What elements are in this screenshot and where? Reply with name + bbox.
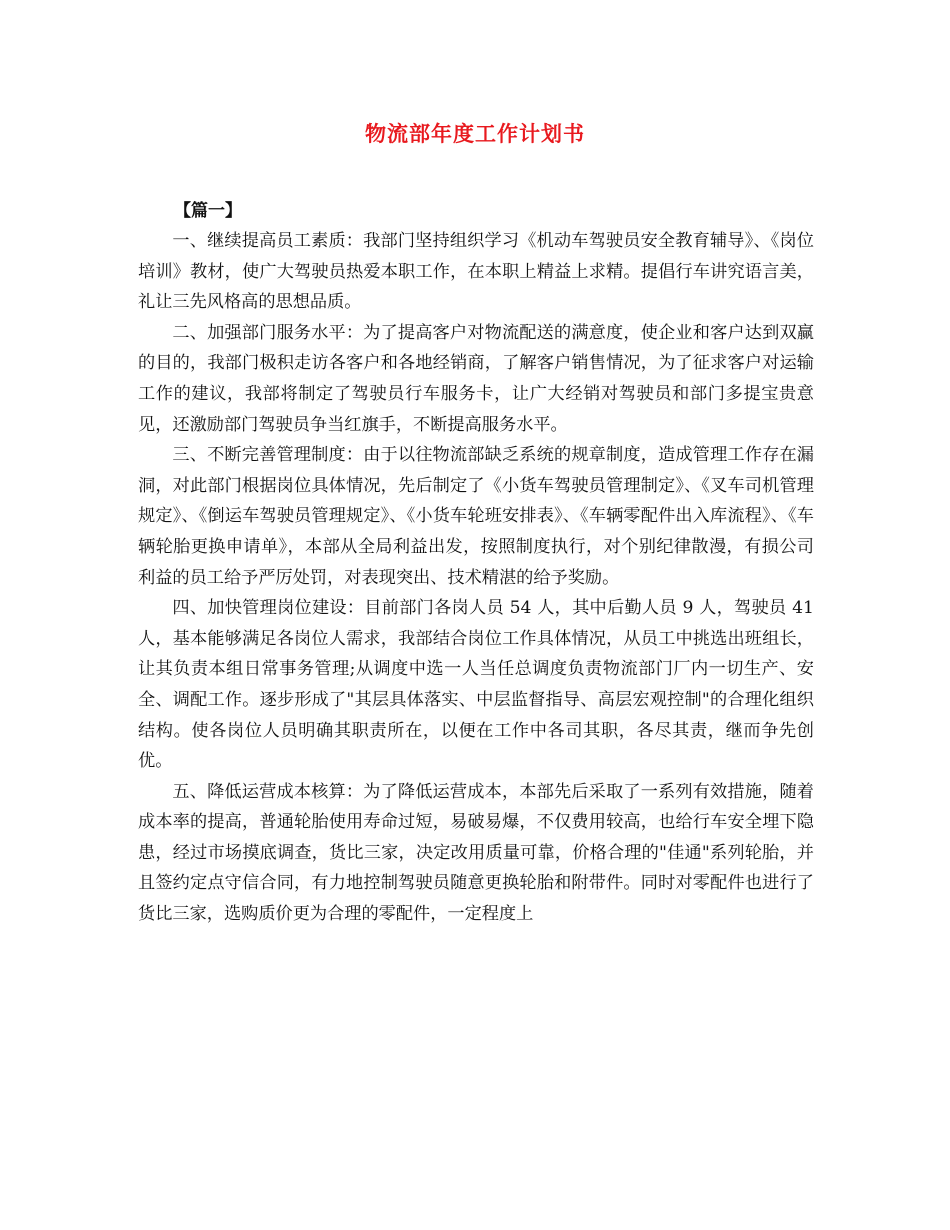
paragraph-3: 三、不断完善管理制度：由于以往物流部缺乏系统的规章制度，造成管理工作存在漏洞，对此部门根据岗位具体情况，先后制定了《小货车驾驶员管理制定》、《叉车司机管理规定》、《倒运车驾驶员管理规定》、《小货车轮班安排表》、《车辆零配件出入库流程》、《车辆轮胎更换申请单》，本部从全局利益出发，按照制度执行，对个别纪律散漫，有损公司利益的员工给予严厉处罚，对表现突出、技术精湛的给予奖励。: [138, 445, 814, 588]
paragraph-4: 四、加快管理岗位建设：目前部门各岗人员 54 人，其中后勤人员 9 人，驾驶员 41 人，基本能够满足各岗位人需求，我部结合岗位工作具体情况，从员工中挑选出班组长，让其负责本组日常事务管理;从调度中选一人当任总调度负责物流部门厂内一切生产、安全、调配工作。逐步形成了"其层具体落实、中层监督指导、高层宏观控制"的合理化组织结构。使各岗位人员明确其职责所在，以便在工作中各司其职，各尽其责，继而争先创优。: [138, 598, 814, 772]
paragraph-2: 二、加强部门服务水平：为了提高客户对物流配送的满意度，使企业和客户达到双赢的目的，我部门极积走访各客户和各地经销商，了解客户销售情况，为了征求客户对运输工作的建议，我部将制定了驾驶员行车服务卡，让广大经销对驾驶员和部门多提宝贵意见，还激励部门驾驶员争当红旗手，不断提高服务水平。: [138, 322, 814, 435]
paragraph-5: 五、降低运营成本核算：为了降低运营成本，本部先后采取了一系列有效措施，随着成本率的提高，普通轮胎使用寿命过短，易破易爆，不仅费用较高，也给行车安全埋下隐患，经过市场摸底调查，货比三家，决定改用质量可靠，价格合理的"佳通"系列轮胎，并且签约定点守信合同，有力地控制驾驶员随意更换轮胎和附带件。同时对零配件也进行了货比三家，选购质价更为合理的零配件，一定程度上: [138, 781, 814, 925]
document-body: [138, 226, 814, 930]
document-title: 物流部年度工作计划书: [365, 121, 585, 146]
paragraph-1: 一、继续提高员工素质：我部门坚持组织学习《机动车驾驶员安全教育辅导》、《岗位培训》教材，使广大驾驶员热爱本职工作，在本职上精益上求精。提倡行车讲究语言美，礼让三先风格高的思想品质。: [138, 231, 814, 313]
section-label: 【篇一】: [174, 201, 242, 221]
